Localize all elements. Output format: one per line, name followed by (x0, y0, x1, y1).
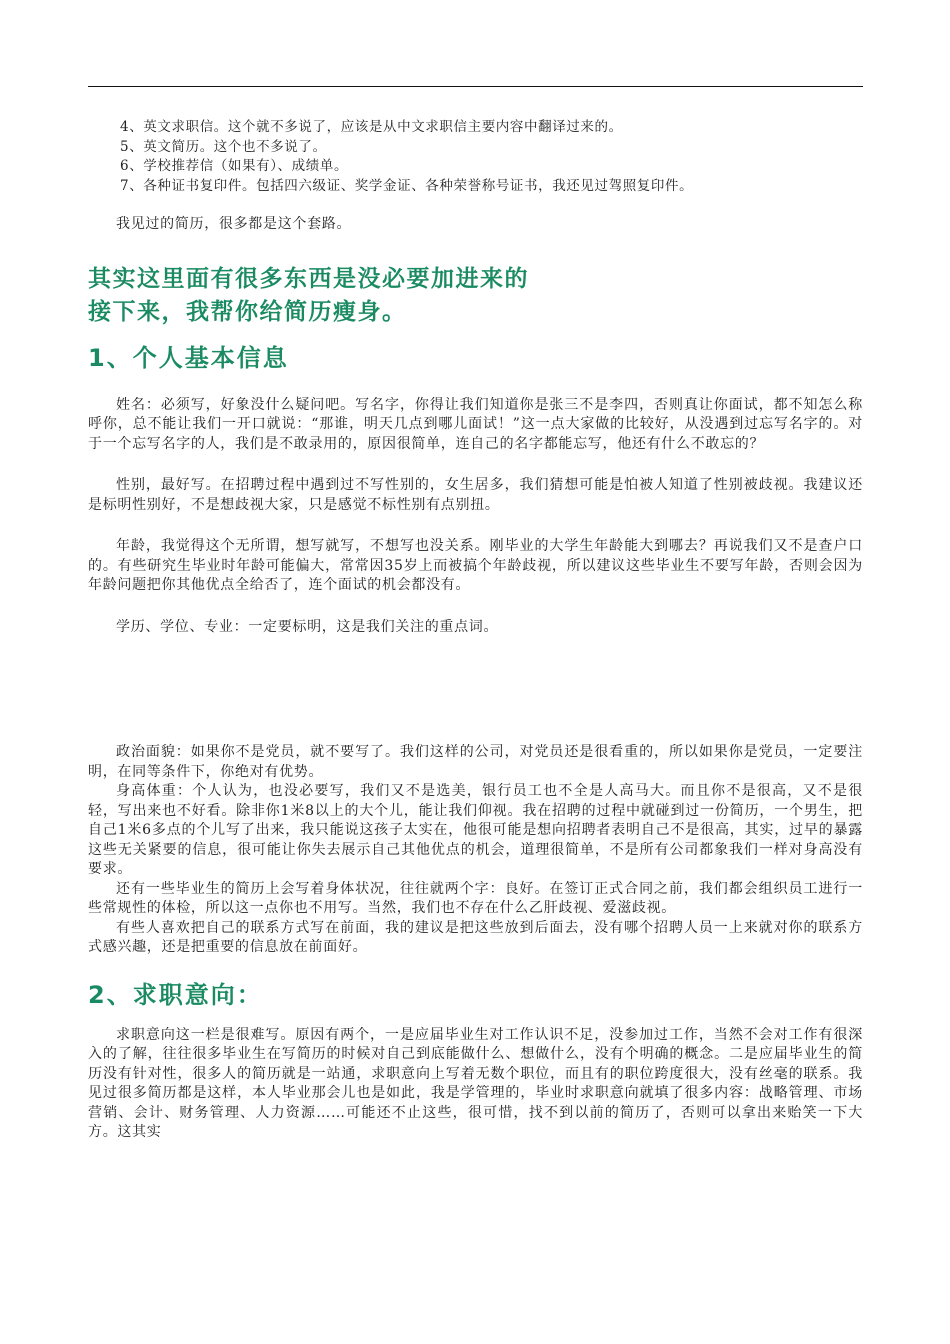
paragraph-degree: 学历、学位、专业：一定要标明，这是我们关注的重点词。 (116, 618, 499, 635)
paragraph-health: 还有一些毕业生的简历上会写着身体状况，往往就两个字：良好。在签订正式合同之前，我们都会组织员工进行一些常规性的体检，所以这一点你也不用写。当然，我们也不存在什么乙肝歧视、爱滋歧视。 (88, 880, 863, 916)
paragraph-job-intent: 求职意向这一栏是很难写。原因有两个，一是应届毕业生对工作认识不足，没参加过工作，当然不会对工作有很深入的了解，往往很多毕业生在写简历的时候对自己到底能做什么、想做什么，没有个明确的概念。二是应届毕业生的简历没有针对性，很多人的简历就是一站通，求职意向上写着无数个职位，而且有的职位跨度很大，没有丝毫的联系。我见过很多简历都是这样，本人毕业那会儿也是如此，我是学管理的，毕业时求职意向就填了很多内容：战略管理、市场营销、会计、财务管理、人力资源……可能还不止这些，很可惜，找不到以前的简历了，否则可以拿出来贻笑一下大方。这其实 (88, 1026, 863, 1140)
list-item: 7、各种证书复印件。包括四六级证、奖学金证、各种荣誉称号证书，我还见过驾照复印件。 (120, 177, 694, 194)
paragraph-height-weight: 身高体重：个人认为，也没必要写，我们又不是选美，银行员工也不全是人高马大。而且你不是很高，又不是很轻，写出来也不好看。除非你1米8以上的大个儿，能让我们仰视。我在招聘的过程中就碰到过一份简历，一个男生，把自己1米6多点的个儿写了出来，我只能说这孩子太实在，他很可能是想向招聘者表明自己不是很高，其实，过早的暴露这些无关紧要的信息，很可能让你失去展示自己其他优点的机会，道理很简单，不是所有公司都象我们一样对身高没有要求。 (88, 783, 863, 877)
callout-line-2: 接下来，我帮你给简历瘦身。 (88, 298, 407, 325)
list-item: 4、英文求职信。这个就不多说了，应该是从中文求职信主要内容中翻译过来的。 (120, 119, 623, 135)
materials-list (120, 118, 863, 196)
paragraph-gender: 性别，最好写。在招聘过程中遇到过不写性别的，女生居多，我们猜想可能是怕被人知道了性别被歧视。我建议还是标明性别好，不是想歧视大家，只是感觉不标性别有点别扭。 (88, 477, 863, 513)
callout-line-1: 其实这里面有很多东西是没必要加进来的 (88, 265, 529, 292)
header-rule (88, 86, 863, 87)
section-2-title: 2、求职意向： (88, 980, 263, 1009)
paragraph-contact: 有些人喜欢把自己的联系方式写在前面，我的建议是把这些放到后面去，没有哪个招聘人员一上来就对你的联系方式感兴趣，还是把重要的信息放在前面好。 (88, 919, 863, 955)
section-1-title: 1、个人基本信息 (88, 343, 289, 372)
paragraph-name: 姓名：必须写，好象没什么疑问吧。写名字，你得让我们知道你是张三不是李四，否则真让你面试，都不知怎么称呼你，总不能让我们一开口就说：“那谁，明天几点到哪儿面试！”这一点大家做的比较好，从没遇到过忘写名字的。对于一个忘写名字的人，我们是不敢录用的，原因很简单，连自己的名字都能忘写，他还有什么不敢忘的？ (88, 396, 863, 452)
intro-summary: 我见过的简历，很多都是这个套路。 (116, 216, 352, 232)
paragraph-politics: 政治面貌：如果你不是党员，就不要写了。我们这样的公司，对党员还是很看重的，所以如果你是党员，一定要注明，在同等条件下，你绝对有优势。 (88, 744, 863, 780)
list-item: 5、英文简历。这个也不多说了。 (120, 138, 327, 155)
list-item: 6、学校推荐信（如果有）、成绩单。 (120, 158, 349, 174)
document-body (88, 118, 863, 1143)
paragraph-age: 年龄，我觉得这个无所谓，想写就写，不想写也没关系。刚毕业的大学生年龄能大到哪去？再说我们又不是查户口的。有些研究生毕业时年龄可能偏大，常常因35岁上而被搞个年龄歧视，所以建议这些毕业生不要写年龄，否则会因为年龄问题把你其他优点全给否了，连个面试的机会都没有。 (88, 538, 863, 593)
